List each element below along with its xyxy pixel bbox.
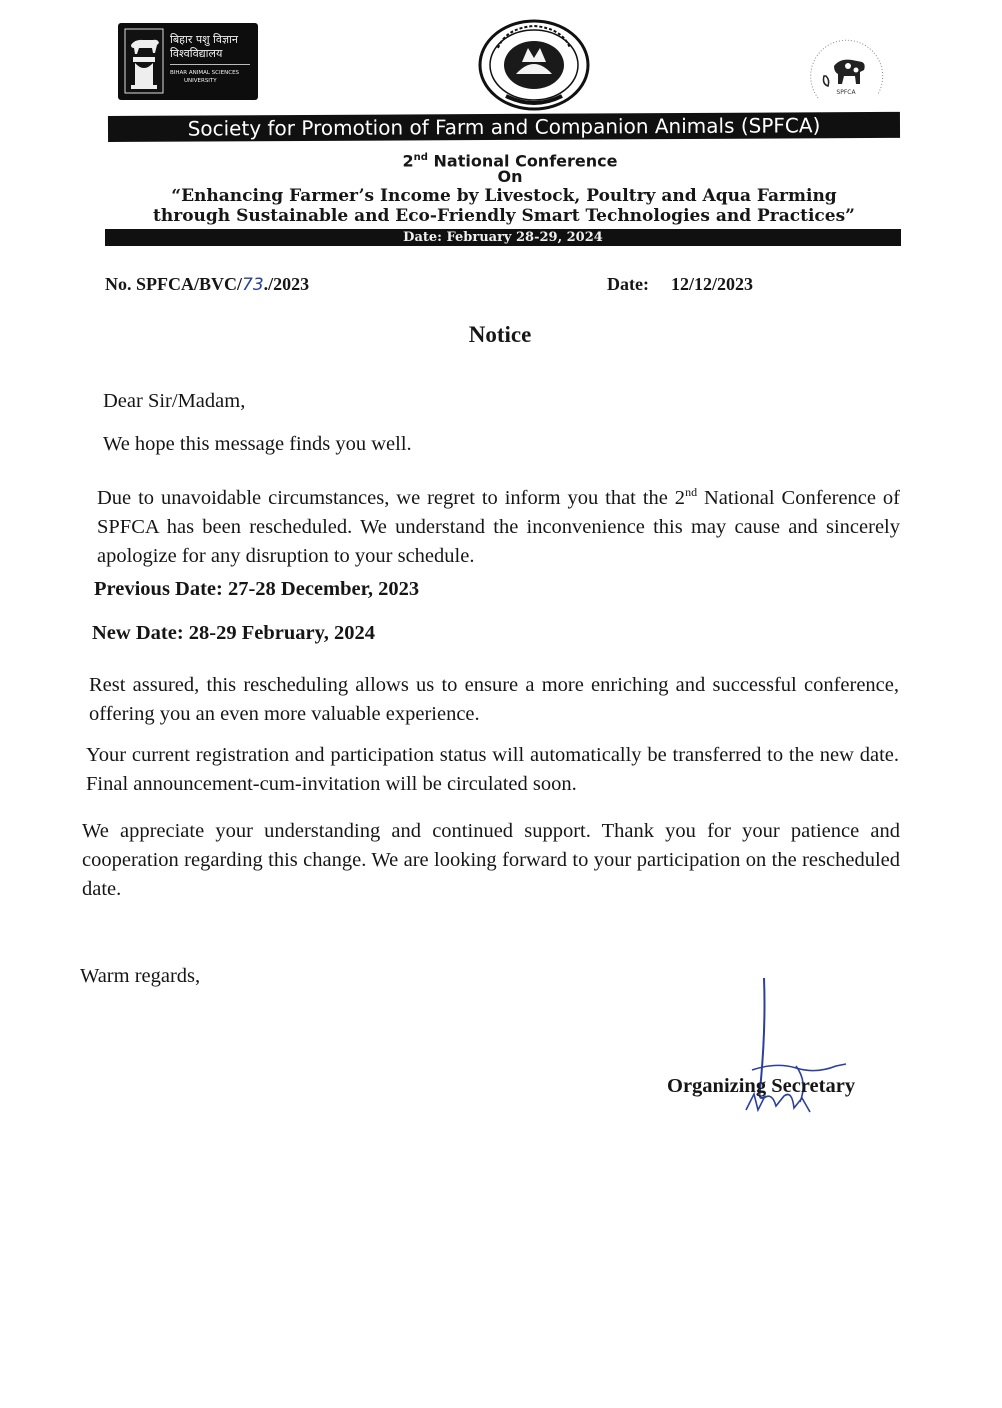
reference-handwritten-number: 73 — [242, 275, 264, 295]
spfca-logo-label: SPFCA — [836, 89, 856, 96]
reference-suffix: ./2023 — [263, 274, 310, 294]
previous-date: Previous Date: 27-28 December, 2023 — [94, 578, 420, 600]
conference-theme-line-2: through Sustainable and Eco-Friendly Smart Technologies and Practices” — [153, 206, 855, 226]
reference-number — [105, 274, 309, 295]
paragraph-registration: Your current registration and participation status will automatically be transferred to the new date. Final announcement-cum-invitation will be circulated soon. — [86, 744, 899, 795]
letter-date-value: 12/12/2023 — [671, 274, 754, 294]
university-name-english-line-1: BIHAR ANIMAL SCIENCES — [170, 70, 240, 76]
paragraph-appreciation: We appreciate your understanding and continued support. Thank you for your patience and cooperation regarding this change. We are looking forward to your participation on the rescheduled date. — [82, 820, 900, 900]
notice-heading: Notice — [468, 322, 532, 347]
paragraph-reschedule — [97, 478, 900, 571]
conference-theme-line-1: “Enhancing Farmer’s Income by Livestock, Poultry and Aqua Farming — [171, 186, 837, 206]
cow-circle-icon — [800, 36, 890, 112]
university-name-english-line-2: UNIVERSITY — [184, 78, 217, 84]
university-name-hindi-line-2: विश्वविद्यालय — [170, 47, 223, 60]
reference-prefix: No. SPFCA/BVC/ — [105, 274, 243, 294]
greeting: We hope this message finds you well. — [103, 433, 412, 455]
bull-emblem-icon — [123, 27, 165, 95]
ordinal-suffix: nd — [685, 485, 698, 499]
letter-date-label: Date: — [607, 274, 649, 294]
conference-date-banner: Date: February 28-29, 2024 — [105, 229, 901, 246]
paragraph-reschedule-start: Due to unavoidable circumstances, we regret to inform you that the 2 — [97, 486, 686, 509]
closing: Warm regards, — [80, 965, 201, 987]
college-seal-icon — [476, 18, 592, 112]
conference-ordinal: 2 — [402, 151, 414, 171]
paragraph-assurance: Rest assured, this rescheduling allows us to ensure a more enriching and successful conference, offering you an even more valuable experience. — [89, 674, 899, 725]
university-name-hindi-line-1: बिहार पशु विज्ञान — [170, 33, 239, 46]
new-date: New Date: 28-29 February, 2024 — [92, 622, 375, 644]
conference-title-text: National Conference — [433, 151, 618, 171]
salutation: Dear Sir/Madam, — [103, 390, 246, 412]
paragraph-reschedule-end: National Conference of SPFCA has been rescheduled. We understand the inconvenience this may cause and sincerely apologize for any disruption to your schedule. — [97, 486, 901, 567]
university-logo — [118, 23, 258, 100]
conference-ordinal-suffix: nd — [413, 152, 428, 163]
society-name-banner: Society for Promotion of Farm and Companion Animals (SPFCA) — [108, 112, 900, 142]
logo-divider — [170, 64, 250, 65]
signatory-title: Organizing Secretary — [667, 1075, 856, 1097]
spfca-logo — [800, 36, 890, 112]
conference-on: On — [497, 167, 523, 186]
